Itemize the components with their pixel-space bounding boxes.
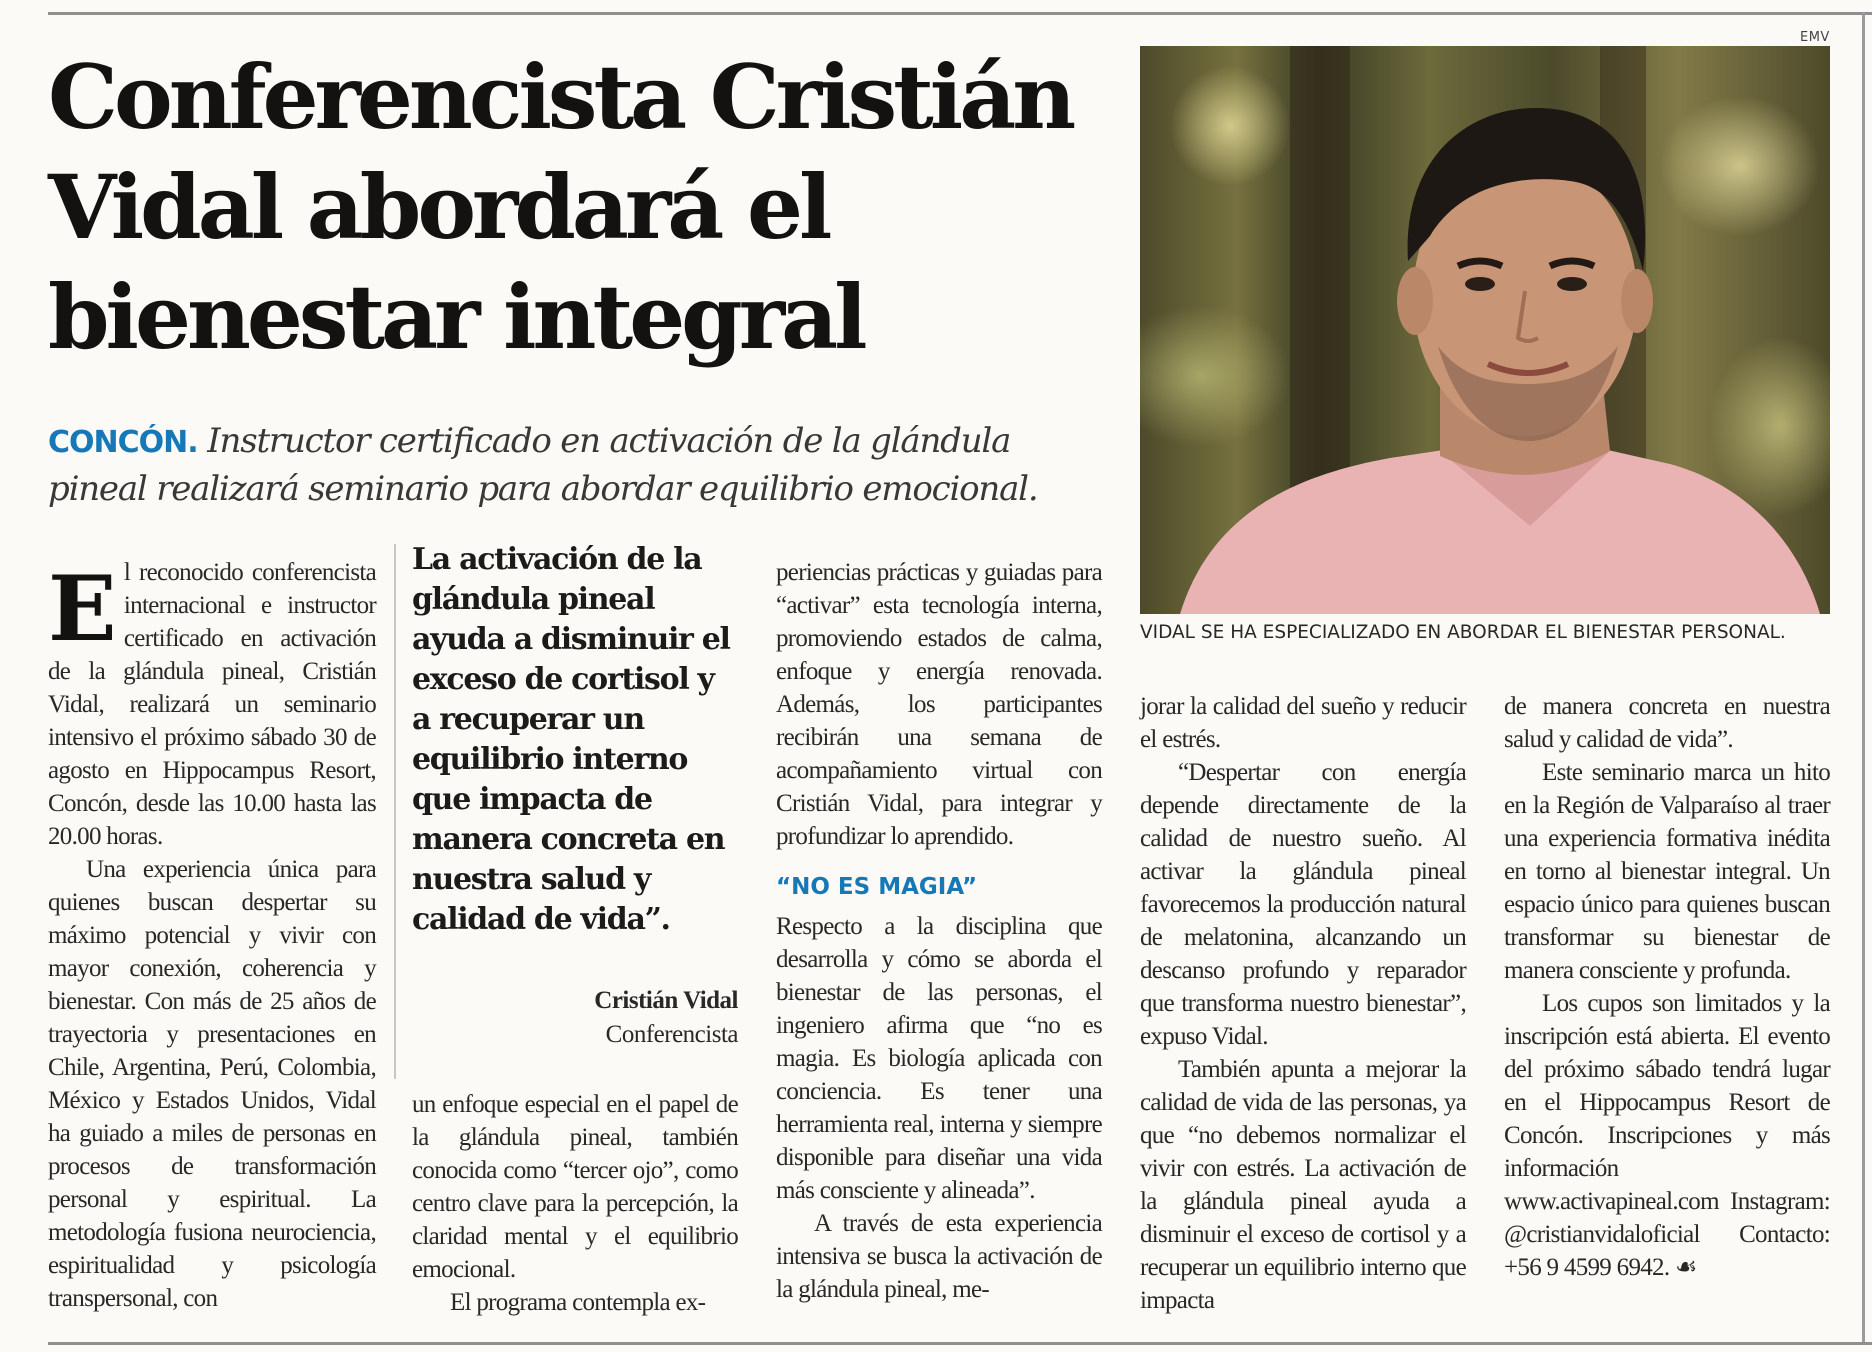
dateline: CONCÓN. xyxy=(48,425,198,460)
paragraph: un enfoque especial en el papel de la glándula pineal, también conocida como “tercer ojo”, como centro clave para la percepción, la claridad mental y el equilibrio emocional. xyxy=(412,1091,738,1283)
article-column-1 xyxy=(48,556,376,1315)
paragraph: También apunta a mejorar la calidad de vida de las personas, ya que “no debemos normalizar el vivir con estrés. La activación de la glándula pineal ayuda a disminuir el exceso de cortisol y a recuperar un equilibrio interno que impacta xyxy=(1140,1056,1466,1314)
person-figure xyxy=(1140,46,1830,614)
paragraph: periencias prácticas y guiadas para “activar” esta tecnología interna, promoviendo estados de calma, enfoque y energía renovada. Además, los participantes recibirán una semana de acompañamiento virtual con Cristián Vidal, para integrar y profundizar lo aprendido. xyxy=(776,559,1102,850)
paragraph: “Despertar con energía depende directamente de la calidad de nuestro sueño. Al activar la glándula pineal favorecemos la producción natural de melatonina, alcanzando un descanso profundo y reparador que transforma nuestro bienestar”, expuso Vidal. xyxy=(1140,759,1466,1050)
article-column-4 xyxy=(1140,690,1466,1317)
section-subhead: “NO ES MAGIA” xyxy=(776,874,978,900)
paragraph: A través de esta experiencia intensiva se busca la activación de la glándula pineal, me- xyxy=(776,1210,1102,1303)
paragraph: El programa contempla ex- xyxy=(450,1289,706,1316)
lede-text: Instructor certificado en activación de la glándula pineal realizará seminario para abordar equilibrio emocional. xyxy=(48,421,1038,509)
portrait-photo xyxy=(1140,46,1830,614)
column-divider-right xyxy=(1862,12,1865,1342)
drop-cap: E xyxy=(48,556,116,662)
top-rule xyxy=(48,12,1872,15)
article-column-3 xyxy=(776,556,1102,1306)
quote-attribution-name: Cristián Vidal xyxy=(594,987,738,1014)
article-column-5 xyxy=(1504,690,1830,1284)
lede xyxy=(48,418,1118,513)
paragraph: El reconocido conferencista internacional e instructor certificado en activación de la glándula pineal, Cristián Vidal, realizará un seminario intensivo el próximo sábado 30 de agosto en Hippocampus Resort, Concón, desde las 10.00 hasta las 20.00 horas. xyxy=(48,556,376,850)
pullquote-divider xyxy=(394,544,396,1079)
paragraph: Una experiencia única para quienes buscan despertar su máximo potencial y vivir con mayor conexión, coherencia y bienestar. Con más de 25 años de trayectoria y presentaciones en Chile, Argentina, Perú, Colombia, México y Estados Unidos, Vidal ha guiado a miles de personas en procesos de transformación personal y espiritual. La metodología fusiona neurociencia, espiritualidad y psicología transpersonal, con xyxy=(48,856,376,1312)
paragraph: Los cupos son limitados y la inscripción está abierta. El evento del próximo sábado tendrá lugar en el Hippocampus Resort de Concón. Inscripciones y más información www.activapineal.com Instagram: @cristianvidaloficial Contacto: +56 9 4599 6942. ☙ xyxy=(1504,990,1830,1281)
pull-quote: La activación de la glándula pineal ayuda a disminuir el exceso de cortisol y a recuperar un equilibrio interno que impacta de manera concreta en nuestra salud y calidad de vida”. xyxy=(412,542,730,937)
paragraph: jorar la calidad del sueño y reducir el estrés. xyxy=(1140,693,1466,753)
headline: Conferencista Cristián Vidal abordará el bienestar integral xyxy=(48,45,1073,369)
photo-credit: EMV xyxy=(1800,30,1830,45)
article-column-2 xyxy=(412,1088,738,1319)
paragraph: de manera concreta en nuestra salud y calidad de vida”. xyxy=(1504,693,1830,753)
paragraph: Respecto a la disciplina que desarrolla y cómo se aborda el bienestar de las personas, el ingeniero afirma que “no es magia. Es biología aplicada con conciencia. Es tener una herramienta real, interna y siempre disponible para diseñar una vida más consciente y alineada”. xyxy=(776,913,1102,1204)
bottom-rule xyxy=(48,1342,1872,1345)
quote-attribution-role: Conferencista xyxy=(605,1021,738,1048)
paragraph: Este seminario marca un hito en la Región de Valparaíso al traer una experiencia formativa inédita en torno al bienestar integral. Un espacio único para quienes buscan transformar su bienestar de manera consciente y profunda. xyxy=(1504,759,1830,984)
photo-caption: VIDAL SE HA ESPECIALIZADO EN ABORDAR EL BIENESTAR PERSONAL. xyxy=(1140,622,1786,643)
